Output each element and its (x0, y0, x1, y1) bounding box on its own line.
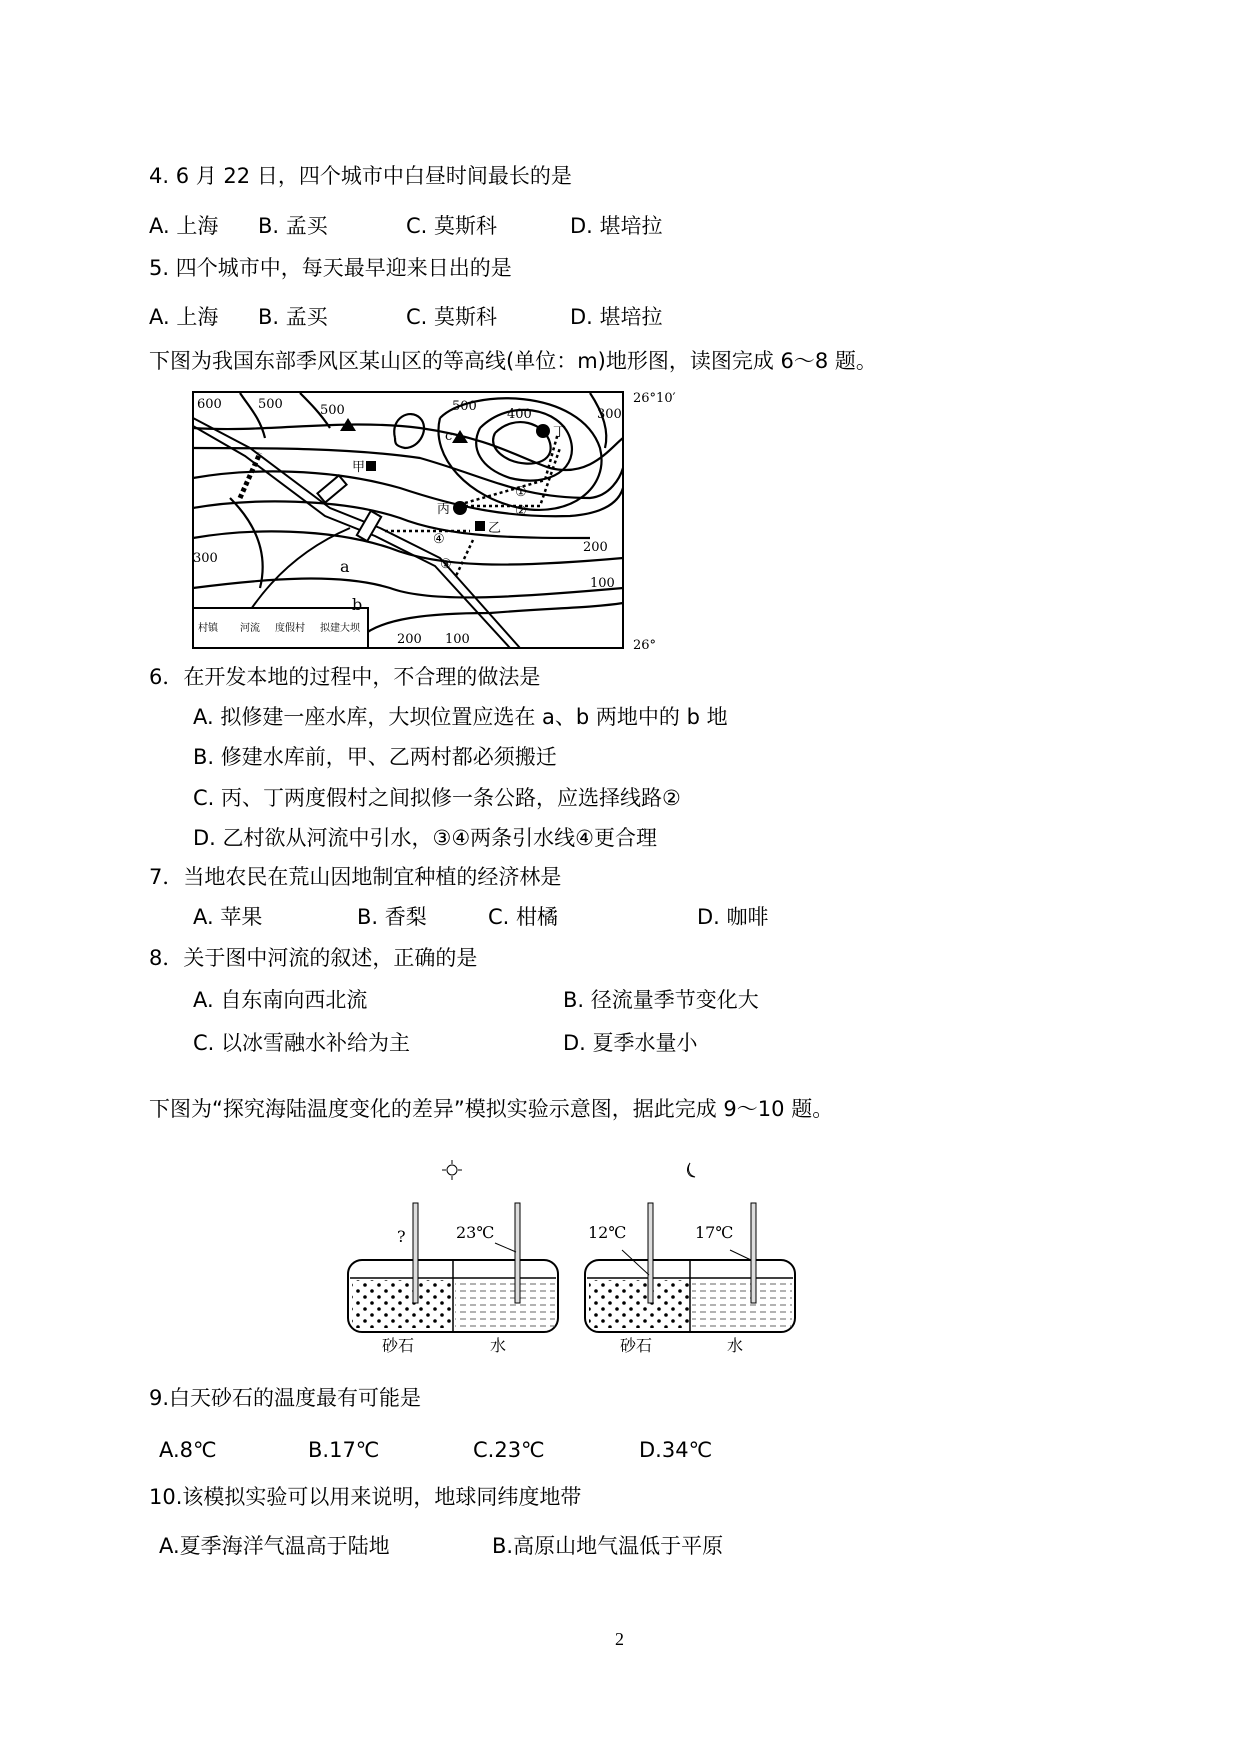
q7-option-a: A. 苹果 (193, 905, 263, 929)
legend-resort: 度假村 (275, 623, 305, 634)
point-a: a (340, 557, 350, 576)
q4-option-d: D. 堪培拉 (570, 214, 663, 238)
q7-option-d: D. 咖啡 (697, 905, 769, 929)
q7-stem: 7．当地农民在荒山因地制宜种植的经济林是 (149, 865, 562, 889)
legend-river: 河流 (240, 623, 260, 634)
q6-option-c: C. 丙、丁两度假村之间拟修一条公路，应选择线路② (193, 786, 681, 810)
q5-option-d: D. 堪培拉 (570, 305, 663, 329)
contour-500c: 500 (452, 399, 477, 414)
legend-village: 村镇 (198, 623, 218, 634)
q8-option-c: C. 以冰雪融水补给为主 (193, 1031, 411, 1055)
contour-300a: 300 (597, 407, 622, 422)
q9-option-b: B.17℃ (308, 1438, 380, 1462)
route-4: ④ (433, 532, 445, 547)
q8-stem: 8．关于图中河流的叙述，正确的是 (149, 946, 478, 970)
q5-option-a: A. 上海 (149, 305, 219, 329)
q8-option-a: A. 自东南向西北流 (193, 988, 368, 1012)
resort-bing: 丙 (437, 502, 451, 517)
q5-option-b: B. 孟买 (258, 305, 328, 329)
route-3: ③ (440, 557, 452, 572)
contour-600: 600 (197, 397, 222, 412)
intro-6-8: 下图为我国东部季风区某山区的等高线(单位：m)地形图，读图完成 6～8 题。 (149, 349, 877, 373)
day-sand-temp: ? (397, 1227, 406, 1246)
contour-100b: 100 (445, 632, 470, 647)
experiment-diagram (340, 1155, 810, 1355)
page-number: 2 (615, 1629, 624, 1649)
contour-500b: 500 (320, 403, 345, 418)
q4-option-c: C. 莫斯科 (406, 214, 498, 238)
latitude-bottom: 26° (633, 638, 657, 653)
q6-option-b: B. 修建水库前，甲、乙两村都必须搬迁 (193, 745, 557, 769)
village-yi: 乙 (488, 521, 502, 536)
night-water-label: 水 (727, 1336, 744, 1355)
sun-icon (442, 1160, 462, 1180)
q10-option-a: A.夏季海洋气温高于陆地 (159, 1534, 390, 1558)
intro-9-10: 下图为“探究海陆温度变化的差异”模拟实验示意图，据此完成 9～10 题。 (149, 1097, 834, 1121)
latitude-top: 26°10′ (633, 391, 676, 406)
q10-stem: 10.该模拟实验可以用来说明，地球同纬度地带 (149, 1485, 582, 1509)
legend-dam: 拟建大坝 (320, 623, 360, 634)
route-2: ② (515, 504, 527, 519)
q9-option-c: C.23℃ (473, 1438, 545, 1462)
day-sand-label: 砂石 (382, 1336, 415, 1355)
contour-200b: 200 (397, 632, 422, 647)
village-jia: 甲 (352, 460, 366, 475)
contour-400: 400 (507, 407, 532, 422)
q5-stem: 5. 四个城市中，每天最早迎来日出的是 (149, 256, 512, 280)
point-b: b (352, 595, 363, 614)
contour-100a: 100 (590, 576, 615, 591)
q4-option-a: A. 上海 (149, 214, 219, 238)
q6-option-d: D. 乙村欲从河流中引水，③④两条引水线④更合理 (193, 826, 657, 850)
q8-option-b: B. 径流量季节变化大 (563, 988, 759, 1012)
q7-option-c: C. 柑橘 (488, 905, 559, 929)
q9-option-d: D.34℃ (639, 1438, 713, 1462)
night-sand-temp: 12℃ (588, 1223, 627, 1242)
q5-option-c: C. 莫斯科 (406, 305, 498, 329)
night-sand-label: 砂石 (620, 1336, 653, 1355)
q6-option-a: A. 拟修建一座水库，大坝位置应选在 a、b 两地中的 b 地 (193, 705, 728, 729)
day-water-label: 水 (490, 1336, 507, 1355)
contour-300b: 300 (193, 551, 218, 566)
q4-option-b: B. 孟买 (258, 214, 328, 238)
q7-option-b: B. 香梨 (357, 905, 427, 929)
resort-ding: 丁 (553, 425, 567, 440)
night-water-temp: 17℃ (695, 1223, 734, 1242)
point-c: c (445, 429, 453, 444)
q4-stem: 4. 6 月 22 日，四个城市中白昼时间最长的是 (149, 164, 572, 188)
contour-map (190, 388, 700, 654)
q9-stem: 9.白天砂石的温度最有可能是 (149, 1386, 422, 1410)
contour-500a: 500 (258, 397, 283, 412)
q9-option-a: A.8℃ (159, 1438, 217, 1462)
route-1: ① (515, 485, 527, 500)
q8-option-d: D. 夏季水量小 (563, 1031, 698, 1055)
q6-stem: 6．在开发本地的过程中，不合理的做法是 (149, 665, 541, 689)
moon-icon (688, 1163, 695, 1177)
contour-200a: 200 (583, 540, 608, 555)
day-water-temp: 23℃ (456, 1223, 495, 1242)
q10-option-b: B.高原山地气温低于平原 (492, 1534, 724, 1558)
